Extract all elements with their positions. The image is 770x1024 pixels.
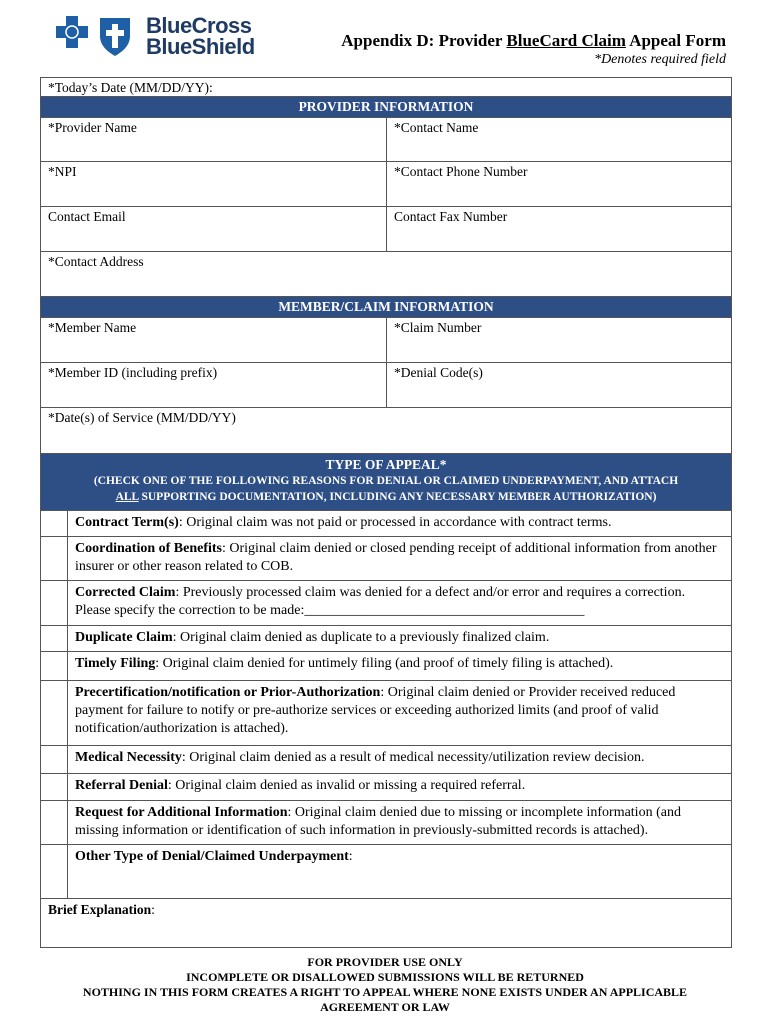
appeal-sub-1: (CHECK ONE OF THE FOLLOWING REASONS FOR DENIAL OR CLAIMED UNDERPAYMENT, AND ATTACH — [93, 475, 679, 487]
denial-codes-field[interactable]: *Denial Code(s) — [386, 363, 731, 407]
date-field[interactable]: *Today’s Date (MM/DD/YY): — [48, 80, 213, 95]
provider-name-field[interactable]: *Provider Name — [48, 120, 137, 135]
appeal-option-description: : Original claim denied or closed pending receipt of additional information from another insurer or other reason related to COB. — [75, 541, 717, 574]
appeal-option-description: : Original claim denied as duplicate to a previously finalized claim. — [172, 630, 550, 645]
appeal-sub-2-all: ALL — [115, 491, 139, 503]
appeal-option-title: Other Type of Denial/Claimed Underpayment — [75, 849, 349, 864]
npi-field[interactable]: *NPI — [48, 164, 77, 179]
appeal-option-checkbox[interactable] — [41, 845, 68, 898]
appeal-option-text — [68, 681, 731, 745]
appeal-option-description: : Original claim denied as invalid or missing a required referral. — [167, 778, 526, 793]
dates-of-service-field[interactable]: *Date(s) of Service (MM/DD/YY) — [48, 410, 236, 425]
appeal-option-row — [41, 626, 731, 652]
appeal-heading-block — [41, 454, 731, 510]
footer-line-2: INCOMPLETE OR DISALLOWED SUBMISSIONS WILL BE RETURNED — [186, 970, 584, 984]
appeal-option-checkbox[interactable] — [41, 746, 68, 773]
appeal-option-description: : Original claim was not paid or processed in accordance with contract terms. — [178, 515, 612, 530]
appeal-option-row — [41, 845, 731, 899]
logo-line-1: BlueCross — [146, 13, 252, 38]
appeal-option-text — [68, 652, 731, 680]
appeal-option-row — [41, 774, 731, 801]
provider-heading: PROVIDER INFORMATION — [298, 99, 474, 114]
logo-line-2: BlueShield — [146, 34, 255, 59]
appeal-option-row — [41, 681, 731, 746]
member-id-field[interactable]: *Member ID (including prefix) — [48, 365, 218, 380]
appeal-option-description: : Original claim denied as a result of medical necessity/utilization review decision. — [181, 750, 645, 765]
footer-notice — [40, 955, 730, 1015]
appeal-option-title: Coordination of Benefits — [75, 541, 222, 556]
brief-explanation-field[interactable] — [41, 899, 731, 947]
claim-number-field[interactable]: *Claim Number — [386, 318, 731, 362]
appeal-option-description: : Original claim denied or Provider received reduced payment for failure to notify or pre-authorize services or exceeding authorized limits (and proof of valid notification/authorization is attached). — [75, 685, 676, 736]
appeal-option-checkbox[interactable] — [41, 774, 68, 800]
contact-name-field[interactable]: *Contact Name — [386, 118, 731, 161]
contact-email-field[interactable]: Contact Email — [48, 209, 126, 224]
appeal-form — [40, 77, 732, 948]
appeal-option-title: Precertification/notification or Prior-Authorization — [75, 685, 381, 700]
appeal-option-row — [41, 537, 731, 581]
title-suffix: Appeal Form — [625, 31, 726, 50]
appeal-option-title: Request for Additional Information — [75, 805, 288, 820]
appeal-option-text — [68, 537, 731, 580]
appeal-option-row — [41, 511, 731, 537]
appeal-option-row — [41, 652, 731, 681]
brief-explanation-colon: : — [151, 902, 155, 917]
footer-line-4: AGREEMENT OR LAW — [320, 1000, 450, 1014]
cross-shield-icon — [52, 14, 140, 58]
appeal-option-title: Corrected Claim — [75, 585, 176, 600]
appeal-option-checkbox[interactable] — [41, 511, 68, 536]
appeal-option-row — [41, 581, 731, 626]
appeal-option-text — [68, 581, 731, 625]
appeal-heading: TYPE OF APPEAL* — [325, 457, 447, 472]
appeal-option-checkbox[interactable] — [41, 801, 68, 844]
member-name-field[interactable]: *Member Name — [48, 320, 137, 335]
appeal-sub-2-rest: SUPPORTING DOCUMENTATION, INCLUDING ANY NECESSARY MEMBER AUTHORIZATION) — [138, 491, 657, 503]
appeal-option-checkbox[interactable] — [41, 537, 68, 580]
appeal-option-description: : Original claim denied due to missing or incomplete information (and missing information or identification of such information in previously-submitted records is attached). — [75, 805, 681, 838]
appeal-option-text — [68, 626, 731, 651]
appeal-option-checkbox[interactable] — [41, 581, 68, 625]
appeal-option-title: Duplicate Claim — [75, 630, 173, 645]
required-note: *Denotes required field — [594, 52, 726, 67]
bcbs-logo — [52, 14, 255, 58]
page-title — [341, 31, 726, 51]
appeal-sub-2 — [48, 489, 724, 505]
title-prefix: Appendix D: Provider — [341, 31, 507, 50]
appeal-option-checkbox[interactable] — [41, 626, 68, 651]
appeal-option-text — [68, 511, 731, 536]
appeal-option-text — [68, 845, 731, 898]
contact-fax-field[interactable]: Contact Fax Number — [386, 207, 731, 251]
appeal-option-text — [68, 801, 731, 844]
contact-phone-field[interactable]: *Contact Phone Number — [386, 162, 731, 206]
appeal-options — [41, 511, 731, 899]
appeal-option-checkbox[interactable] — [41, 652, 68, 680]
appeal-option-description: : Original claim denied for untimely filing (and proof of timely filing is attached). — [155, 656, 614, 671]
appeal-option-title: Medical Necessity — [75, 750, 182, 765]
appeal-option-title: Contract Term(s) — [75, 515, 179, 530]
footer-line-1: FOR PROVIDER USE ONLY — [307, 955, 463, 969]
appeal-option-row — [41, 746, 731, 774]
appeal-option-description: : — [348, 849, 353, 864]
appeal-option-text — [68, 746, 731, 773]
appeal-option-description: : Previously processed claim was denied for a defect and/or error and requires a correction. Please specify the correction to be made:________________________________________ — [75, 585, 686, 618]
appeal-option-checkbox[interactable] — [41, 681, 68, 745]
appeal-option-title: Referral Denial — [75, 778, 168, 793]
contact-address-field[interactable]: *Contact Address — [48, 254, 144, 269]
title-underlined: BlueCard Claim — [506, 31, 626, 50]
appeal-option-row — [41, 801, 731, 845]
appeal-option-title: Timely Filing — [75, 656, 156, 671]
footer-line-3: NOTHING IN THIS FORM CREATES A RIGHT TO APPEAL WHERE NONE EXISTS UNDER AN APPLICABLE — [82, 985, 688, 999]
member-heading: MEMBER/CLAIM INFORMATION — [278, 299, 494, 314]
appeal-option-text — [68, 774, 731, 800]
brief-explanation-title: Brief Explanation — [48, 902, 152, 917]
